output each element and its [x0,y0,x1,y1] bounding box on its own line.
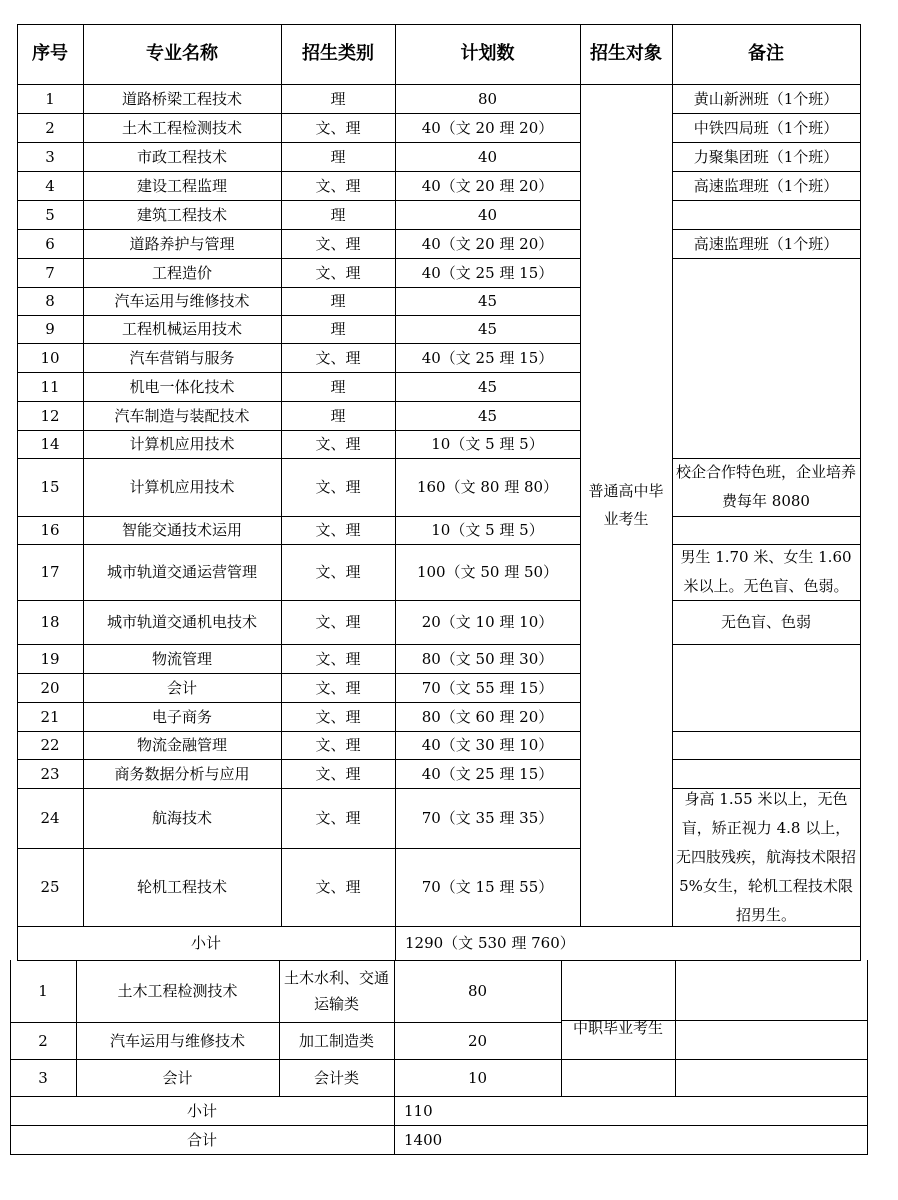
row-no: 20 [40,678,60,697]
row-no: 4 [45,176,55,195]
total-value: 1400 [404,1130,443,1149]
row-major: 城市轨道交通机电技术 [106,613,257,631]
row-plan: 40（文 25 理 15） [421,348,554,367]
row-category: 理 [330,377,346,396]
grid-line [672,759,860,760]
row-category: 文、理 [315,707,361,726]
total-label: 合计 [186,1130,217,1149]
row-category: 理 [330,147,346,166]
row-plan: 10（文 5 理 5） [431,435,544,453]
row-remark: 中铁四局班（1个班） [693,118,839,137]
row-major: 计算机应用技术 [129,435,235,453]
row-major: 电子商务 [151,707,212,726]
row-plan: 80（文 60 理 20） [421,707,554,726]
row-no: 23 [40,764,60,783]
row-no: 7 [45,263,55,282]
row-category: 理 [330,89,346,108]
row-plan: 10（文 5 理 5） [431,521,544,539]
row-major: 物流金融管理 [136,736,227,754]
row-plan: 40（文 20 理 20） [421,176,554,195]
row-no: 6 [45,234,55,253]
row-category: 文、理 [315,118,361,137]
row-major: 土木工程检测技术 [121,118,242,137]
row-plan: 80 [477,89,498,108]
row-major: 建设工程监理 [136,176,227,195]
row-plan: 45 [477,377,498,396]
row-no: 10 [40,348,60,367]
row-major: 会计 [166,678,197,697]
grid-line [672,644,860,645]
row-category: 理 [330,406,346,425]
row-no: 2 [45,118,55,137]
grid-line [867,960,868,1155]
row-category: 理 [330,320,346,338]
row-major: 汽车运用与维修技术 [114,292,250,310]
row-plan: 45 [477,406,498,425]
row-plan: 20 [467,1031,488,1050]
grid-line [672,731,860,732]
row-plan: 70（文 35 理 35） [421,809,554,827]
row-plan: 45 [477,320,498,338]
row-no: 8 [45,292,55,310]
row-plan: 40（文 25 理 15） [421,764,554,783]
row-remark: 力聚集团班（1个班） [693,147,839,166]
row-remark [672,200,860,229]
subtotal-value: 1290（文 530 理 760） [405,934,575,952]
row-plan: 70（文 55 理 15） [421,678,554,697]
row-no: 3 [45,147,55,166]
row-no: 19 [40,649,60,668]
row-plan: 100（文 50 理 50） [416,563,559,581]
row-category: 文、理 [315,263,361,282]
row-plan: 20（文 10 理 10） [421,613,554,631]
row-category: 文、理 [315,176,361,195]
row-category: 文、理 [315,809,361,827]
remark-row-24-25: 身高 1.55 米以上，无色盲，矫正视力 4.8 以上，无四肢残疾，航海技术限招 5%女生，轮机工程技术限招男生。 [676,789,857,924]
header-remark: 备注 [748,43,784,64]
grid-line [860,24,861,961]
row-remark: 高速监理班（1个班） [693,234,839,253]
row-category: 文、理 [315,521,361,539]
subtotal-label: 小计 [190,934,221,952]
row-plan: 10 [467,1068,488,1087]
row-no: 5 [45,205,55,224]
subtotal2-label: 小计 [186,1101,217,1120]
row-category: 文、理 [315,563,361,581]
subtotal2-value: 110 [404,1101,433,1120]
row-category: 文、理 [315,736,361,754]
remark-row-15: 校企合作特色班，企业培养费每年 8080 [676,463,857,510]
row-category: 文、理 [315,478,361,496]
row-major: 汽车营销与服务 [129,348,235,367]
grid-line [672,258,860,259]
row-category: 文、理 [315,878,361,896]
row-major: 市政工程技术 [136,147,227,166]
grid-line [10,1154,867,1155]
row-major: 汽车运用与维修技术 [109,1031,245,1050]
row-plan: 45 [477,292,498,310]
row-plan: 40（文 30 理 10） [421,736,554,754]
row-no: 17 [40,563,60,581]
row-major: 工程机械运用技术 [121,320,242,338]
row-no: 14 [40,435,60,453]
row-remark: 黄山新洲班（1个班） [693,89,839,108]
row-major: 航海技术 [151,809,212,827]
row-category: 文、理 [315,234,361,253]
row-category: 文、理 [315,435,361,453]
grid-line [672,516,860,517]
row-category: 理 [330,292,346,310]
target-vocational: 中职毕业考生 [572,1019,663,1037]
row-no: 18 [40,613,60,631]
row-category: 文、理 [315,649,361,668]
row-major: 土木工程检测技术 [117,982,238,1000]
row-category: 会计类 [313,1068,359,1087]
row-no: 22 [40,736,60,754]
row-major: 会计 [162,1068,193,1087]
header-category: 招生类别 [302,43,374,64]
row-major: 智能交通技术运用 [121,521,242,539]
row-major: 工程造价 [151,263,212,282]
row-no: 1 [45,89,55,108]
row-category: 理 [330,205,346,224]
row-plan: 40（文 25 理 15） [421,263,554,282]
row-category: 文、理 [315,678,361,697]
row-no: 24 [40,809,60,827]
row-category: 文、理 [315,613,361,631]
row-category: 文、理 [315,764,361,783]
header-major: 专业名称 [146,43,218,64]
row-major: 计算机应用技术 [129,478,235,496]
row-plan: 80（文 50 理 30） [421,649,554,668]
row-no: 3 [38,1068,48,1087]
row-no: 15 [40,478,60,496]
row-plan: 40 [477,147,498,166]
row-plan: 80 [467,982,488,1000]
header-no: 序号 [32,43,68,64]
row-no: 9 [45,320,55,338]
row-category: 文、理 [315,348,361,367]
row-remark: 高速监理班（1个班） [693,176,839,195]
row-major: 商务数据分析与应用 [114,764,250,783]
row-major: 道路养护与管理 [129,234,235,253]
row-no: 12 [40,406,60,425]
row-category: 加工制造类 [298,1031,374,1050]
target-high-school: 普通高中毕业考生 [588,482,664,528]
row-major: 汽车制造与装配技术 [114,406,250,425]
row-no: 16 [40,521,60,539]
row-plan: 40（文 20 理 20） [421,118,554,137]
row-no: 2 [38,1031,48,1050]
row-plan: 40（文 20 理 20） [421,234,554,253]
row-plan: 40 [477,205,498,224]
grid-line [675,960,676,1097]
row-major: 建筑工程技术 [136,205,227,224]
header-target: 招生对象 [590,43,662,64]
row-major: 道路桥梁工程技术 [121,89,242,108]
row-no: 11 [40,377,60,396]
row-major: 轮机工程技术 [136,878,227,896]
row-major: 城市轨道交通运营管理 [106,563,257,581]
row-no: 1 [38,982,48,1000]
row-no: 21 [40,707,60,726]
row-plan: 70（文 15 理 55） [421,878,554,896]
row-major: 机电一体化技术 [129,377,235,396]
remark-row-17: 男生 1.70 米、女生 1.60 米以上。无色盲、色弱。 [680,548,852,595]
row-plan: 160（文 80 理 80） [416,478,559,496]
remark-row-18: 无色盲、色弱 [720,612,811,631]
row-category: 土木水利、交通运输类 [283,969,389,1013]
row-no: 25 [40,878,60,896]
header-plan: 计划数 [460,43,515,64]
row-major: 物流管理 [151,649,212,668]
